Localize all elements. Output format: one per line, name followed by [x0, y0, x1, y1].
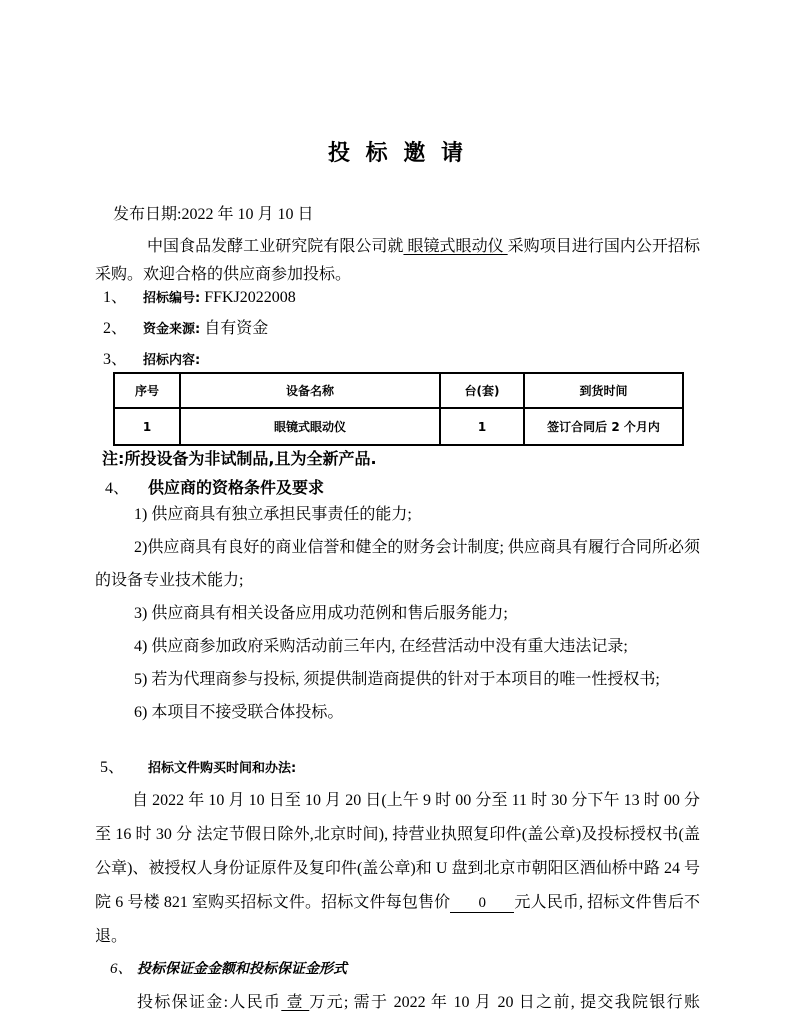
cell-equipment-name: 眼镜式眼动仪	[180, 408, 440, 445]
item-label: 招标编号:	[143, 291, 201, 306]
section-heading-text: 招标文件购买时间和办法:	[148, 761, 297, 776]
section5-heading	[95, 759, 700, 778]
table-row	[114, 408, 683, 445]
list-item-bid-content	[95, 351, 700, 370]
section-heading-text: 供应商的资格条件及要求	[148, 478, 325, 497]
purchase-instructions-paragraph	[95, 784, 700, 954]
intro-text-before: 中国食品发酵工业研究院有限公司就	[147, 238, 404, 255]
col-header-equipment-name: 设备名称	[180, 373, 440, 408]
qualification-point: 5) 若为代理商参与投标, 须提供制造商提供的针对于本项目的唯一性授权书;	[134, 671, 660, 688]
col-header-serial: 序号	[114, 373, 180, 408]
item-number: 1、	[103, 289, 128, 306]
section-heading-text: 投标保证金金额和投标保证金形式	[137, 961, 347, 977]
note-line: 注:所投设备为非试制品,且为全新产品.	[102, 449, 377, 468]
bid-number-value: FFKJ2022008	[204, 289, 296, 306]
bond-text-before: 投标保证金:人民币	[137, 994, 282, 1011]
page-title: 投 标 邀 请	[328, 141, 467, 166]
procurement-table	[113, 372, 684, 446]
section-number: 6、	[110, 961, 133, 977]
section-number: 5、	[100, 759, 125, 776]
cell-delivery-time: 签订合同后 2 个月内	[524, 408, 683, 445]
qualification-point: 1) 供应商具有独立承担民事责任的能力;	[134, 506, 412, 523]
qualification-point: 4) 供应商参加政府采购活动前三年内, 在经营活动中没有重大违法记录;	[134, 638, 628, 655]
item-label: 资金来源:	[143, 322, 201, 337]
item-label: 招标内容:	[143, 353, 201, 368]
cell-quantity: 1	[440, 408, 524, 445]
item-number: 3、	[103, 351, 128, 368]
intro-text-after: 采购项目进行国内公开招标采购。欢迎合格的供应商参加投标。	[95, 238, 700, 283]
cell-serial: 1	[114, 408, 180, 445]
section4-heading	[95, 479, 700, 498]
bond-amount-underlined: 壹	[281, 994, 310, 1011]
bid-bond-paragraph	[95, 994, 700, 1011]
qualification-point: 3) 供应商具有相关设备应用成功范例和售后服务能力;	[134, 605, 508, 622]
section6-heading	[95, 960, 700, 978]
fund-source-value: 自有资金	[204, 320, 269, 337]
intro-paragraph	[95, 233, 700, 289]
qualification-point: 2)供应商具有良好的商业信誉和健全的财务会计制度; 供应商具有履行合同所必须的设备专业技术能力;	[95, 539, 700, 589]
qualification-point: 6) 本项目不接受联合体投标。	[134, 704, 344, 721]
publish-date: 发布日期:2022 年 10 月 10 日	[113, 206, 314, 223]
section-number: 4、	[105, 480, 130, 497]
procurement-item-name-underlined: 眼镜式眼动仪	[403, 238, 508, 255]
table-header-row	[114, 373, 683, 408]
qualification-points	[95, 498, 700, 729]
col-header-delivery-time: 到货时间	[524, 373, 683, 408]
bond-text-after: 万元; 需于 2022 年 10 月 20 日之前, 提交我院银行账	[309, 994, 700, 1011]
document-price-underlined: 0	[450, 895, 514, 913]
list-item-bid-number	[95, 289, 700, 308]
item-number: 2、	[103, 320, 128, 337]
list-item-fund-source	[95, 320, 700, 339]
col-header-quantity: 台(套)	[440, 373, 524, 408]
purchase-text-after: 元人民币, 招标文件售后不退。	[95, 894, 700, 945]
purchase-text-before: 自 2022 年 10 月 10 日至 10 月 20 日(上午 9 时 00 分至 11 时 30 分下午 13 时 00 分至 16 时 30 分 法定节假日除外,北京时间), 持营业执照复印件(盖公章)及投标授权书(盖公章)、被授权人身份证原件及复印件(盖公章)和 U 盘到北京市朝阳区酒仙桥中路 24 号院 6 号楼 821 室购买招标文件。招标文件每包售价	[95, 792, 700, 911]
